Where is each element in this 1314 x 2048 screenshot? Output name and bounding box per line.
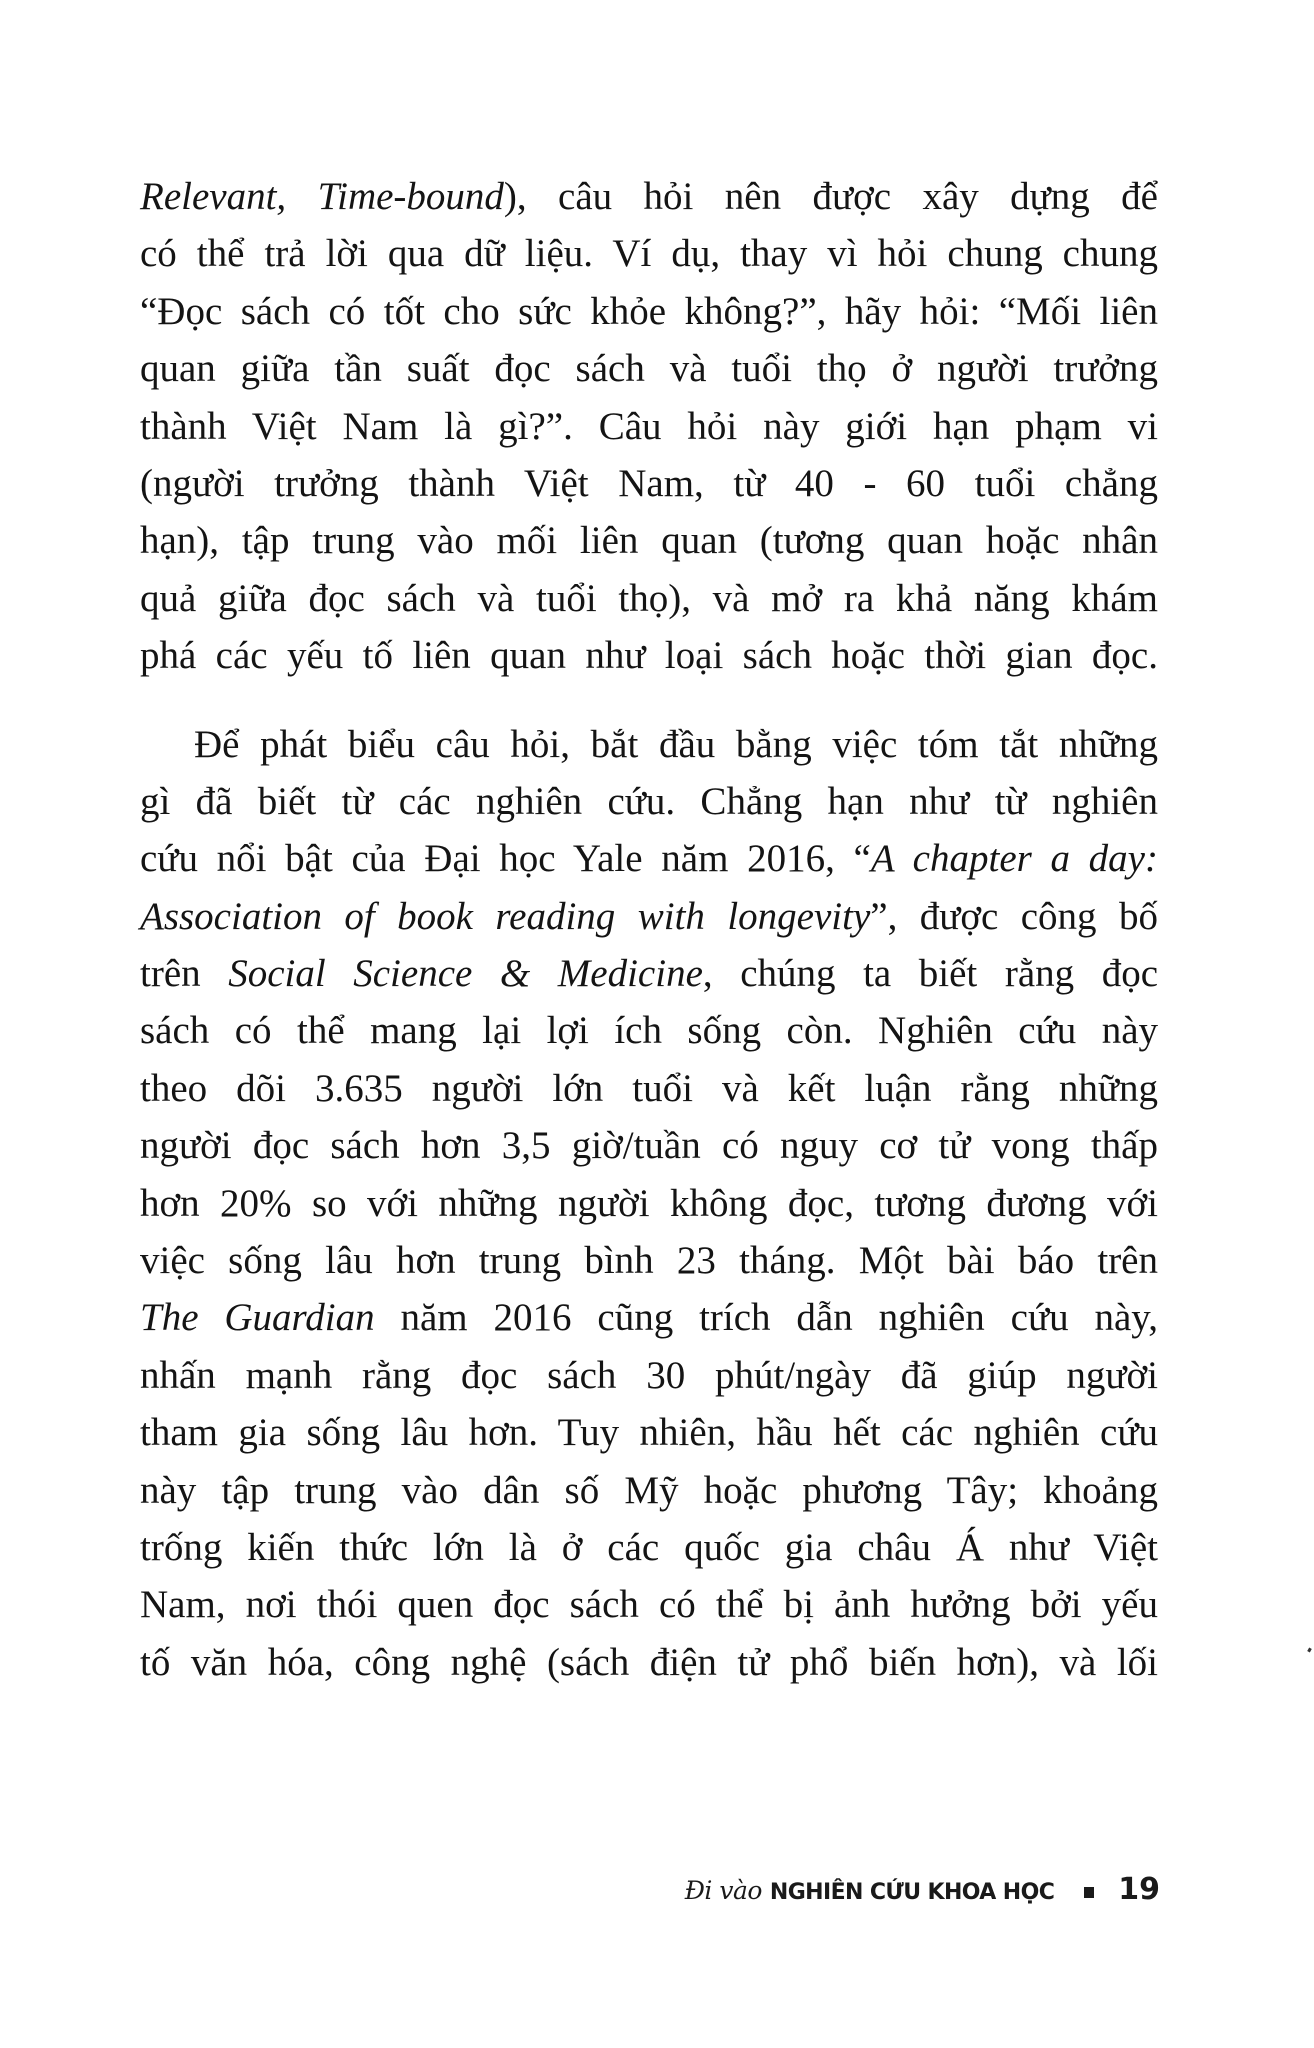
- text-line: [140, 1634, 1158, 1691]
- footer-book-title: NGHIÊN CỨU KHOA HỌC: [769, 1880, 1055, 1905]
- text-segment: Nam, nơi thói quen đọc sách có thể bị ảnh hưởng bởi yếu: [140, 1583, 1158, 1627]
- text-segment: ”, được công bố: [870, 894, 1158, 938]
- body-text: [140, 168, 1158, 1691]
- italic-text: The Guardian: [140, 1296, 375, 1340]
- text-segment: trống kiến thức lớn là ở các quốc gia châu Á như Việt: [140, 1525, 1158, 1569]
- text-segment: tố văn hóa, công nghệ (sách điện tử phổ biến hơn), và lối: [140, 1640, 1158, 1684]
- text-line: [140, 1117, 1158, 1174]
- text-segment: Để phát biểu câu hỏi, bắt đầu bằng việc tóm tắt những: [194, 722, 1158, 766]
- text-line: [140, 945, 1158, 1002]
- text-line: [140, 627, 1158, 684]
- text-segment: phá các yếu tố liên quan như loại sách hoặc thời gian đọc.: [140, 634, 1158, 678]
- text-line: [140, 1462, 1158, 1519]
- text-segment: sách có thể mang lại lợi ích sống còn. Nghiên cứu này: [140, 1009, 1158, 1053]
- text-line: [140, 398, 1158, 455]
- text-line: [140, 1347, 1158, 1404]
- text-segment: hơn 20% so với những người không đọc, tương đương với: [140, 1181, 1158, 1225]
- text-line: [140, 1175, 1158, 1232]
- text-segment: hạn), tập trung vào mối liên quan (tương quan hoặc nhân: [140, 519, 1158, 563]
- paragraph: [140, 716, 1158, 1692]
- text-segment: quả giữa đọc sách và tuổi thọ), và mở ra khả năng khám: [140, 576, 1158, 620]
- paragraph-gap: [140, 685, 1158, 716]
- italic-text: Relevant, Time-bound: [140, 175, 504, 218]
- text-segment: trên: [140, 952, 229, 996]
- text-segment: năm 2016 cũng trích dẫn nghiên cứu này,: [374, 1296, 1158, 1340]
- italic-text: Association of book reading with longevity: [140, 894, 871, 938]
- text-segment: quan giữa tần suất đọc sách và tuổi thọ ở người trưởng: [140, 347, 1158, 391]
- text-segment: theo dõi 3.635 người lớn tuổi và kết luận rằng những: [140, 1066, 1158, 1110]
- text-line: [140, 570, 1158, 627]
- text-segment: tham gia sống lâu hơn. Tuy nhiên, hầu hết các nghiên cứu: [140, 1411, 1158, 1455]
- text-line: [140, 1289, 1158, 1346]
- text-line: [140, 1232, 1158, 1289]
- italic-text: A chapter a day:: [870, 837, 1158, 881]
- text-segment: “Đọc sách có tốt cho sức khỏe không?”, hãy hỏi: “Mối liên: [140, 289, 1158, 333]
- text-segment: việc sống lâu hơn trung bình 23 tháng. Một bài báo trên: [140, 1239, 1158, 1283]
- page-number: 19: [1118, 1872, 1160, 1907]
- text-segment: thành Việt Nam là gì?”. Câu hỏi này giới hạn phạm vi: [140, 404, 1158, 448]
- text-line: [140, 455, 1158, 512]
- text-line: [140, 1060, 1158, 1117]
- text-line: [140, 1519, 1158, 1576]
- scan-speck: [1307, 1648, 1312, 1653]
- text-line: [140, 716, 1158, 773]
- text-line: [140, 1002, 1158, 1059]
- text-segment: cứu nổi bật của Đại học Yale năm 2016, “: [140, 837, 871, 881]
- text-segment: (người trưởng thành Việt Nam, từ 40 - 60 tuổi chẳng: [140, 461, 1158, 505]
- text-line: [140, 512, 1158, 569]
- text-line: [140, 773, 1158, 830]
- paragraph: [140, 168, 1158, 685]
- text-segment: gì đã biết từ các nghiên cứu. Chẳng hạn như từ nghiên: [140, 779, 1158, 823]
- text-line: [140, 225, 1158, 282]
- text-segment: ), câu hỏi nên được xây dựng để: [503, 175, 1158, 218]
- text-line: [140, 888, 1158, 945]
- text-line: [140, 168, 1158, 225]
- italic-text: Social Science & Medicine: [228, 952, 703, 996]
- text-line: [140, 830, 1158, 887]
- text-segment: , chúng ta biết rằng đọc: [702, 952, 1159, 996]
- page-footer: [685, 1872, 1160, 1907]
- text-segment: nhấn mạnh rằng đọc sách 30 phút/ngày đã giúp người: [140, 1353, 1158, 1397]
- footer-series-prefix: Đi vào: [684, 1876, 762, 1905]
- text-segment: người đọc sách hơn 3,5 giờ/tuần có nguy cơ tử vong thấp: [140, 1124, 1158, 1168]
- text-segment: có thể trả lời qua dữ liệu. Ví dụ, thay vì hỏi chung chung: [140, 232, 1158, 276]
- text-line: [140, 1576, 1158, 1633]
- square-bullet-icon: [1084, 1887, 1094, 1898]
- text-line: [140, 283, 1158, 340]
- text-line: [140, 340, 1158, 397]
- text-segment: này tập trung vào dân số Mỹ hoặc phương Tây; khoảng: [140, 1468, 1158, 1512]
- text-line: [140, 1404, 1158, 1461]
